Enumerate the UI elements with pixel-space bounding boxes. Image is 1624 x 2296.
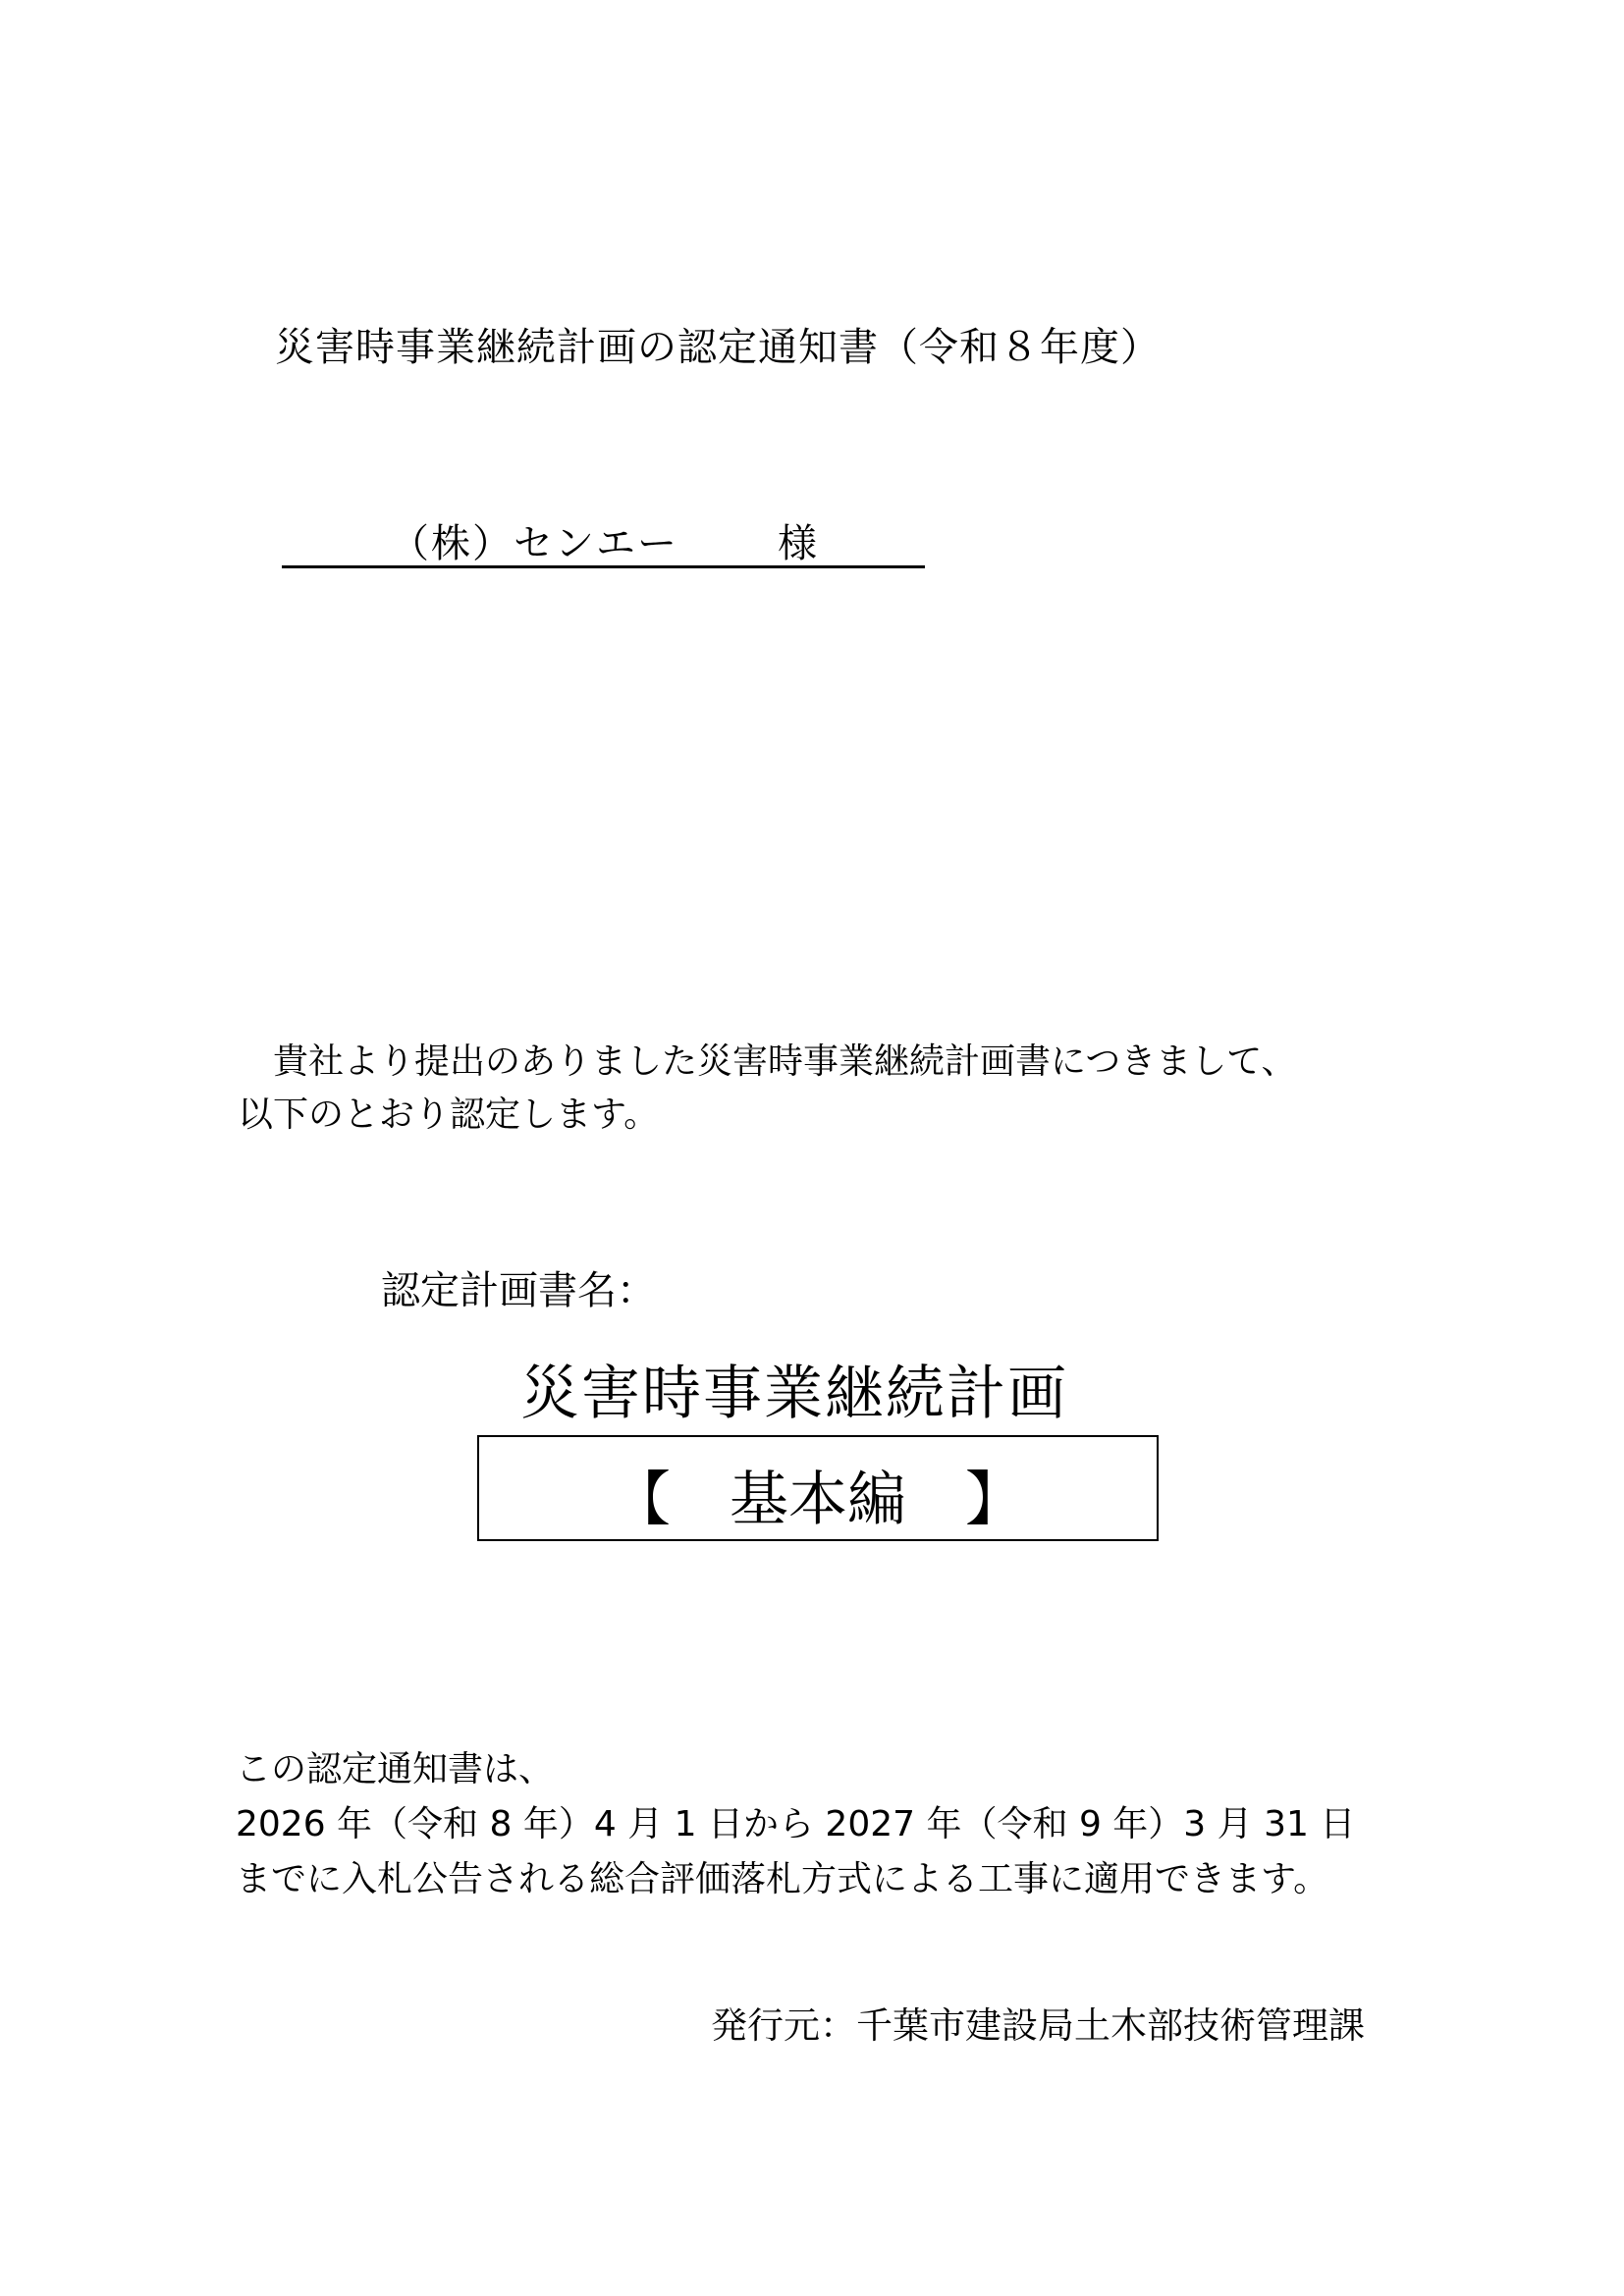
validity-line-1: この認定通知書は、 bbox=[236, 1749, 555, 1789]
edition-label: 【 基本編 】 bbox=[612, 1466, 1024, 1534]
plan-label: 認定計画書名： bbox=[381, 1268, 656, 1313]
validity-line-2: 2026 年（令和 8 年）4 月 1 日から 2027 年（令和 9 年）3 月 31 日 bbox=[236, 1804, 1356, 1844]
recipient-honorific: 様 bbox=[778, 521, 817, 566]
body-text bbox=[238, 1036, 1297, 1142]
edition-box bbox=[477, 1435, 1159, 1541]
recipient-line bbox=[282, 510, 925, 568]
body-line-1: 貴社より提出のありました災害時事業継続計画書につきまして、 bbox=[273, 1041, 1297, 1082]
validity-line-3: までに入札公告される総合評価落札方式による工事に適用できます。 bbox=[236, 1859, 1329, 1899]
issuer: 発行元：千葉市建設局土木部技術管理課 bbox=[711, 2004, 1365, 2047]
body-line-2: 以下のとおり認定します。 bbox=[238, 1095, 660, 1135]
document-title: 災害時事業継続計画の認定通知書（令和８年度） bbox=[275, 325, 1161, 370]
plan-name: 災害時事業継続計画 bbox=[520, 1360, 1068, 1428]
validity-statement bbox=[236, 1742, 1355, 1907]
recipient-name: （株）センエー bbox=[390, 521, 678, 566]
